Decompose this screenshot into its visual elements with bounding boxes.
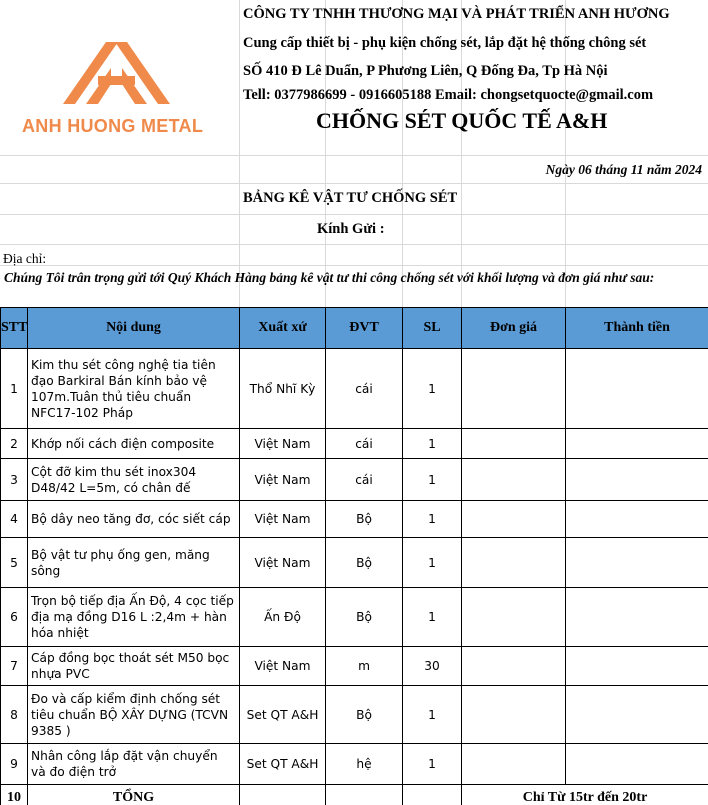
row-origin: Việt Nam [240, 501, 326, 538]
row-content: Khớp nối cách điện composite [28, 429, 240, 459]
table-row [1, 429, 708, 459]
table-row [1, 538, 708, 588]
company-contact: Tell: 0377986699 - 0916605188 Email: chongsetquocte@gmail.com [243, 87, 654, 103]
row-price [462, 647, 566, 686]
table-row [1, 501, 708, 538]
total-empty-cell [326, 785, 403, 805]
header-unit: ĐVT [326, 308, 403, 349]
total-empty-cell [240, 785, 326, 805]
company-tagline: CHỐNG SÉT QUỐC TẾ A&H [316, 108, 608, 133]
row-unit: cái [326, 459, 403, 501]
row-price [462, 501, 566, 538]
row-content: Kim thu sét công nghệ tia tiên đạo Barkiral Bán kính bảo vệ 107m.Tuân thủ tiêu chuẩn NFC17-102 Pháp [28, 349, 240, 429]
row-qty: 1 [403, 459, 462, 501]
total-row [1, 785, 708, 805]
row-origin: Set QT A&H [240, 686, 326, 744]
row-amount [566, 429, 708, 459]
row-origin: Việt Nam [240, 459, 326, 501]
row-amount [566, 501, 708, 538]
company-services: Cung cấp thiết bị - phụ kiện chống sét, lắp đặt hệ thống chông sét [243, 35, 647, 51]
brand-name: ANH HUONG METAL [22, 116, 204, 136]
row-price [462, 686, 566, 744]
table-row [1, 349, 708, 429]
row-qty: 1 [403, 686, 462, 744]
row-unit: hệ [326, 744, 403, 785]
document-date: Ngày 06 tháng 11 năm 2024 [545, 162, 702, 177]
row-content: Nhân công lắp đặt vận chuyển và đo điện trở [28, 744, 240, 785]
row-origin: Việt Nam [240, 647, 326, 686]
header-stt: STT [1, 308, 28, 349]
row-price [462, 538, 566, 588]
row-stt: 8 [1, 686, 28, 744]
row-unit: cái [326, 349, 403, 429]
row-price [462, 744, 566, 785]
company-address: SỐ 410 Đ Lê Duẩn, P Phương Liên, Q Đống Đa, Tp Hà Nội [243, 63, 608, 79]
company-name: CÔNG TY TNHH THƯƠNG MẠI VÀ PHÁT TRIỂN ANH HƯƠNG [243, 6, 670, 22]
row-unit: cái [326, 429, 403, 459]
row-content: Cột đỡ kim thu sét inox304 D48/42 L=5m, có chân đế [28, 459, 240, 501]
row-stt: 7 [1, 647, 28, 686]
row-unit: Bộ [326, 588, 403, 647]
row-content: Bộ vật tư phụ ống gen, măng sông [28, 538, 240, 588]
row-qty: 30 [403, 647, 462, 686]
row-price [462, 349, 566, 429]
header-qty: SL [403, 308, 462, 349]
total-stt: 10 [1, 785, 28, 805]
row-qty: 1 [403, 349, 462, 429]
row-unit: Bộ [326, 686, 403, 744]
table-row [1, 744, 708, 785]
table-row [1, 588, 708, 647]
row-unit: m [326, 647, 403, 686]
row-stt: 6 [1, 588, 28, 647]
document-title: BẢNG KÊ VẬT TƯ CHỐNG SÉT [243, 190, 458, 206]
row-amount [566, 538, 708, 588]
header-price: Đơn giá [462, 308, 566, 349]
row-amount [566, 647, 708, 686]
row-stt: 1 [1, 349, 28, 429]
header-content: Nội dung [28, 308, 240, 349]
row-amount [566, 744, 708, 785]
greeting-line: Kính Gửi : [317, 221, 385, 237]
row-content: Đo và cấp kiểm định chống sét tiêu chuẩn BỘ XÂY DỰNG (TCVN 9385 ) [28, 686, 240, 744]
table-row [1, 647, 708, 686]
header-amount: Thành tiền [566, 308, 708, 349]
row-qty: 1 [403, 538, 462, 588]
row-stt: 3 [1, 459, 28, 501]
row-origin: Việt Nam [240, 429, 326, 459]
row-stt: 5 [1, 538, 28, 588]
table-header-row [1, 308, 708, 349]
row-qty: 1 [403, 744, 462, 785]
total-label: TỔNG [28, 785, 240, 805]
header-origin: Xuất xứ [240, 308, 326, 349]
row-stt: 2 [1, 429, 28, 459]
row-origin: Thổ Nhĩ Kỳ [240, 349, 326, 429]
total-empty-cell [403, 785, 462, 805]
row-content: Bộ dây neo tăng đơ, cóc siết cáp [28, 501, 240, 538]
total-value: Chỉ Từ 15tr đến 20tr [462, 785, 708, 805]
row-price [462, 588, 566, 647]
row-stt: 4 [1, 501, 28, 538]
intro-text: Chúng Tôi trân trọng gửi tới Quý Khách Hàng bảng kê vật tư thi công chống sét với khối lượng và đơn giá như sau: [4, 270, 655, 285]
row-qty: 1 [403, 588, 462, 647]
row-price [462, 429, 566, 459]
row-origin: Việt Nam [240, 538, 326, 588]
materials-table [0, 307, 708, 805]
table-row [1, 459, 708, 501]
row-amount [566, 349, 708, 429]
row-amount [566, 459, 708, 501]
row-origin: Ấn Độ [240, 588, 326, 647]
row-amount [566, 588, 708, 647]
table-row [1, 686, 708, 744]
row-unit: Bộ [326, 501, 403, 538]
row-qty: 1 [403, 501, 462, 538]
row-stt: 9 [1, 744, 28, 785]
row-qty: 1 [403, 429, 462, 459]
address-label: Địa chỉ: [3, 251, 47, 266]
row-unit: Bộ [326, 538, 403, 588]
row-content: Trọn bộ tiếp địa Ấn Độ, 4 cọc tiếp địa mạ đồng D16 L :2,4m + hàn hóa nhiệt [28, 588, 240, 647]
row-origin: Set QT A&H [240, 744, 326, 785]
row-amount [566, 686, 708, 744]
row-price [462, 459, 566, 501]
row-content: Cáp đồng bọc thoát sét M50 bọc nhựa PVC [28, 647, 240, 686]
